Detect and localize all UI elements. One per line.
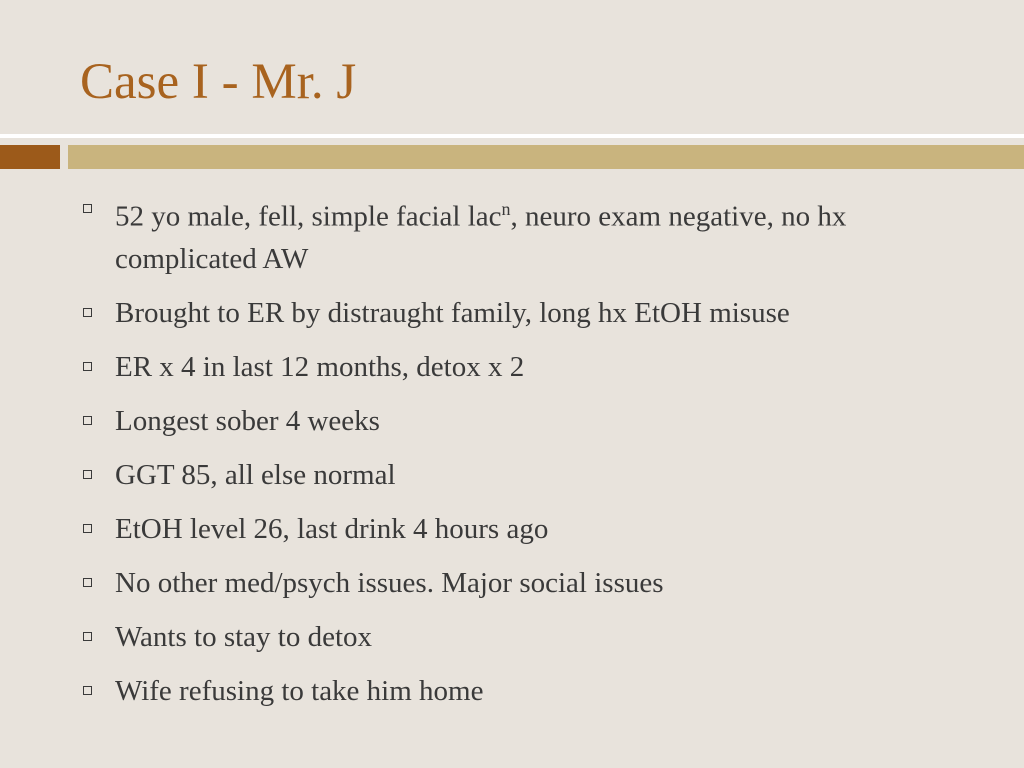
hollow-square-icon	[83, 470, 92, 479]
hollow-square-icon	[83, 204, 92, 213]
bullet-text: EtOH level 26, last drink 4 hours ago	[115, 512, 549, 545]
bullet-list	[80, 188, 980, 724]
hollow-square-icon	[83, 308, 92, 317]
list-item	[80, 346, 980, 388]
list-item	[80, 400, 980, 442]
list-item	[80, 454, 980, 496]
hollow-square-icon	[83, 524, 92, 533]
header-divider	[0, 134, 1024, 138]
hollow-square-icon	[83, 416, 92, 425]
bullet-text: No other med/psych issues. Major social issues	[115, 566, 664, 599]
bullet-text: ER x 4 in last 12 months, detox x 2	[115, 350, 525, 383]
list-item	[80, 670, 980, 712]
list-item	[80, 508, 980, 550]
hollow-square-icon	[83, 686, 92, 695]
header-band	[68, 145, 1024, 169]
slide-title: Case I - Mr. J	[80, 54, 357, 110]
bullet-text: Longest sober 4 weeks	[115, 404, 380, 437]
bullet-text: Wife refusing to take him home	[115, 674, 484, 707]
bullet-text: Brought to ER by distraught family, long hx EtOH misuse	[115, 296, 790, 329]
bullet-text: Wants to stay to detox	[115, 620, 373, 653]
list-item	[80, 562, 980, 604]
superscript: n	[501, 199, 511, 219]
bullet-text: 52 yo male, fell, simple facial lac$^n$, neuro exam negative, no hx complicated AW	[115, 199, 847, 275]
hollow-square-icon	[83, 632, 92, 641]
bullet-text: GGT 85, all else normal	[115, 458, 396, 491]
hollow-square-icon	[83, 578, 92, 587]
list-item	[80, 292, 980, 334]
list-item	[80, 616, 980, 658]
list-item	[80, 188, 980, 280]
hollow-square-icon	[83, 362, 92, 371]
accent-band	[0, 145, 60, 169]
